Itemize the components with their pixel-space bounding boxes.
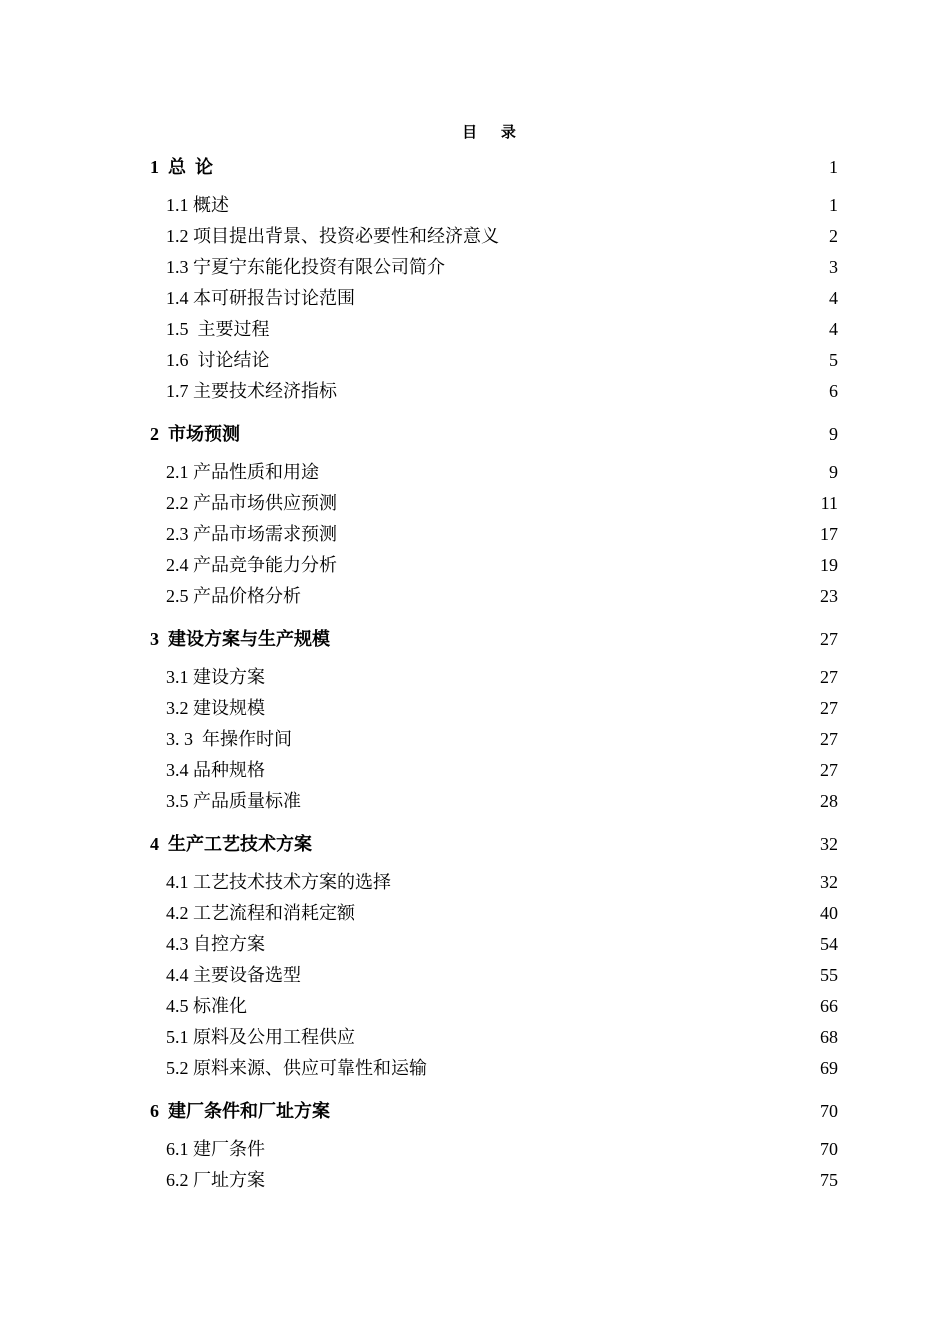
toc-entry-page-number: 66 [820, 996, 838, 1016]
toc-entry-label: 6 建厂条件和厂址方案 [150, 1101, 330, 1121]
toc-entry-label: 2 市场预测 [150, 424, 240, 444]
toc-entry-page-number: 27 [820, 667, 838, 687]
toc-title: 目 录 [462, 125, 526, 141]
toc-section-entry[interactable] [150, 252, 838, 283]
toc-entry-label: 1.3 宁夏宁东能化投资有限公司简介 [166, 257, 445, 277]
toc-chapter-entry[interactable] [150, 622, 838, 656]
toc-section-entry[interactable] [150, 488, 838, 519]
toc-entry-page-number: 3 [829, 257, 838, 277]
toc-entry-label: 1.2 项目提出背景、投资必要性和经济意义 [166, 226, 499, 246]
toc-section-entry[interactable] [150, 898, 838, 929]
toc-entry-label: 1.7 主要技术经济指标 [166, 381, 337, 401]
toc-section-entry[interactable] [150, 991, 838, 1022]
toc-entry-page-number: 27 [820, 729, 838, 749]
toc-entry-label: 2.5 产品价格分析 [166, 586, 301, 606]
toc-entry-label: 6.2 厂址方案 [166, 1170, 265, 1190]
toc-entry-page-number: 23 [820, 586, 838, 606]
toc-entry-page-number: 1 [829, 157, 838, 177]
toc-section-entry[interactable] [150, 662, 838, 693]
toc-entry-page-number: 40 [820, 903, 838, 923]
toc-entry-page-number: 9 [829, 462, 838, 482]
toc-entry-label: 2.1 产品性质和用途 [166, 462, 319, 482]
toc-entry-page-number: 5 [829, 350, 838, 370]
toc-entry-page-number: 2 [829, 226, 838, 246]
toc-entry-label: 4.3 自控方案 [166, 934, 265, 954]
toc-section-entry[interactable] [150, 190, 838, 221]
toc-section-entry[interactable] [150, 376, 838, 407]
toc-section-entry[interactable] [150, 550, 838, 581]
toc-section-entry[interactable] [150, 283, 838, 314]
toc-entry-label: 2.4 产品竞争能力分析 [166, 555, 337, 575]
toc-entry-label: 6.1 建厂条件 [166, 1139, 265, 1159]
toc-list [150, 150, 838, 1196]
toc-entry-label: 4 生产工艺技术方案 [150, 834, 312, 854]
toc-entry-label: 1.5 主要过程 [166, 319, 270, 339]
toc-entry-label: 4.4 主要设备选型 [166, 965, 301, 985]
toc-section-entry[interactable] [150, 755, 838, 786]
toc-section-entry[interactable] [150, 345, 838, 376]
toc-entry-label: 3.1 建设方案 [166, 667, 265, 687]
toc-section-entry[interactable] [150, 1053, 838, 1084]
toc-entry-page-number: 11 [820, 493, 838, 513]
toc-chapter-entry[interactable] [150, 417, 838, 451]
toc-entry-label: 1.1 概述 [166, 195, 229, 215]
toc-entry-label: 5.1 原料及公用工程供应 [166, 1027, 355, 1047]
toc-entry-label: 1 总 论 [150, 157, 213, 177]
toc-entry-page-number: 27 [820, 760, 838, 780]
toc-entry-label: 2.2 产品市场供应预测 [166, 493, 337, 513]
toc-section-entry[interactable] [150, 457, 838, 488]
toc-entry-page-number: 28 [820, 791, 838, 811]
toc-chapter-entry[interactable] [150, 827, 838, 861]
toc-entry-page-number: 6 [829, 381, 838, 401]
toc-entry-label: 4.1 工艺技术技术方案的选择 [166, 872, 391, 892]
toc-chapter-entry[interactable] [150, 150, 838, 184]
toc-entry-page-number: 27 [820, 629, 838, 649]
toc-entry-label: 5.2 原料来源、供应可靠性和运输 [166, 1058, 427, 1078]
toc-entry-label: 4.5 标准化 [166, 996, 247, 1016]
toc-section-entry[interactable] [150, 581, 838, 612]
toc-entry-page-number: 69 [820, 1058, 838, 1078]
toc-entry-page-number: 9 [829, 424, 838, 444]
toc-entry-label: 1.6 讨论结论 [166, 350, 270, 370]
toc-entry-page-number: 55 [820, 965, 838, 985]
toc-entry-page-number: 68 [820, 1027, 838, 1047]
toc-entry-label: 3.5 产品质量标准 [166, 791, 301, 811]
toc-entry-label: 3.2 建设规模 [166, 698, 265, 718]
toc-section-entry[interactable] [150, 519, 838, 550]
toc-entry-page-number: 27 [820, 698, 838, 718]
toc-entry-label: 2.3 产品市场需求预测 [166, 524, 337, 544]
toc-entry-page-number: 17 [820, 524, 838, 544]
toc-entry-label: 3 建设方案与生产规模 [150, 629, 330, 649]
toc-entry-page-number: 4 [829, 319, 838, 339]
toc-entry-page-number: 32 [820, 872, 838, 892]
toc-section-entry[interactable] [150, 693, 838, 724]
toc-chapter-entry[interactable] [150, 1094, 838, 1128]
toc-section-entry[interactable] [150, 960, 838, 991]
toc-entry-label: 4.2 工艺流程和消耗定额 [166, 903, 355, 923]
toc-entry-page-number: 70 [820, 1101, 838, 1121]
toc-entry-page-number: 19 [820, 555, 838, 575]
toc-entry-page-number: 70 [820, 1139, 838, 1159]
toc-entry-page-number: 1 [829, 195, 838, 215]
toc-section-entry[interactable] [150, 1165, 838, 1196]
toc-section-entry[interactable] [150, 724, 838, 755]
toc-section-entry[interactable] [150, 1134, 838, 1165]
toc-section-entry[interactable] [150, 929, 838, 960]
toc-entry-page-number: 32 [820, 834, 838, 854]
toc-entry-page-number: 54 [820, 934, 838, 954]
toc-section-entry[interactable] [150, 1022, 838, 1053]
toc-entry-page-number: 75 [820, 1170, 838, 1190]
toc-entry-label: 3.4 品种规格 [166, 760, 265, 780]
toc-section-entry[interactable] [150, 786, 838, 817]
toc-entry-label: 1.4 本可研报告讨论范围 [166, 288, 355, 308]
toc-section-entry[interactable] [150, 221, 838, 252]
toc-section-entry[interactable] [150, 314, 838, 345]
toc-entry-page-number: 4 [829, 288, 838, 308]
toc-entry-label: 3. 3 年操作时间 [166, 729, 292, 749]
toc-section-entry[interactable] [150, 867, 838, 898]
